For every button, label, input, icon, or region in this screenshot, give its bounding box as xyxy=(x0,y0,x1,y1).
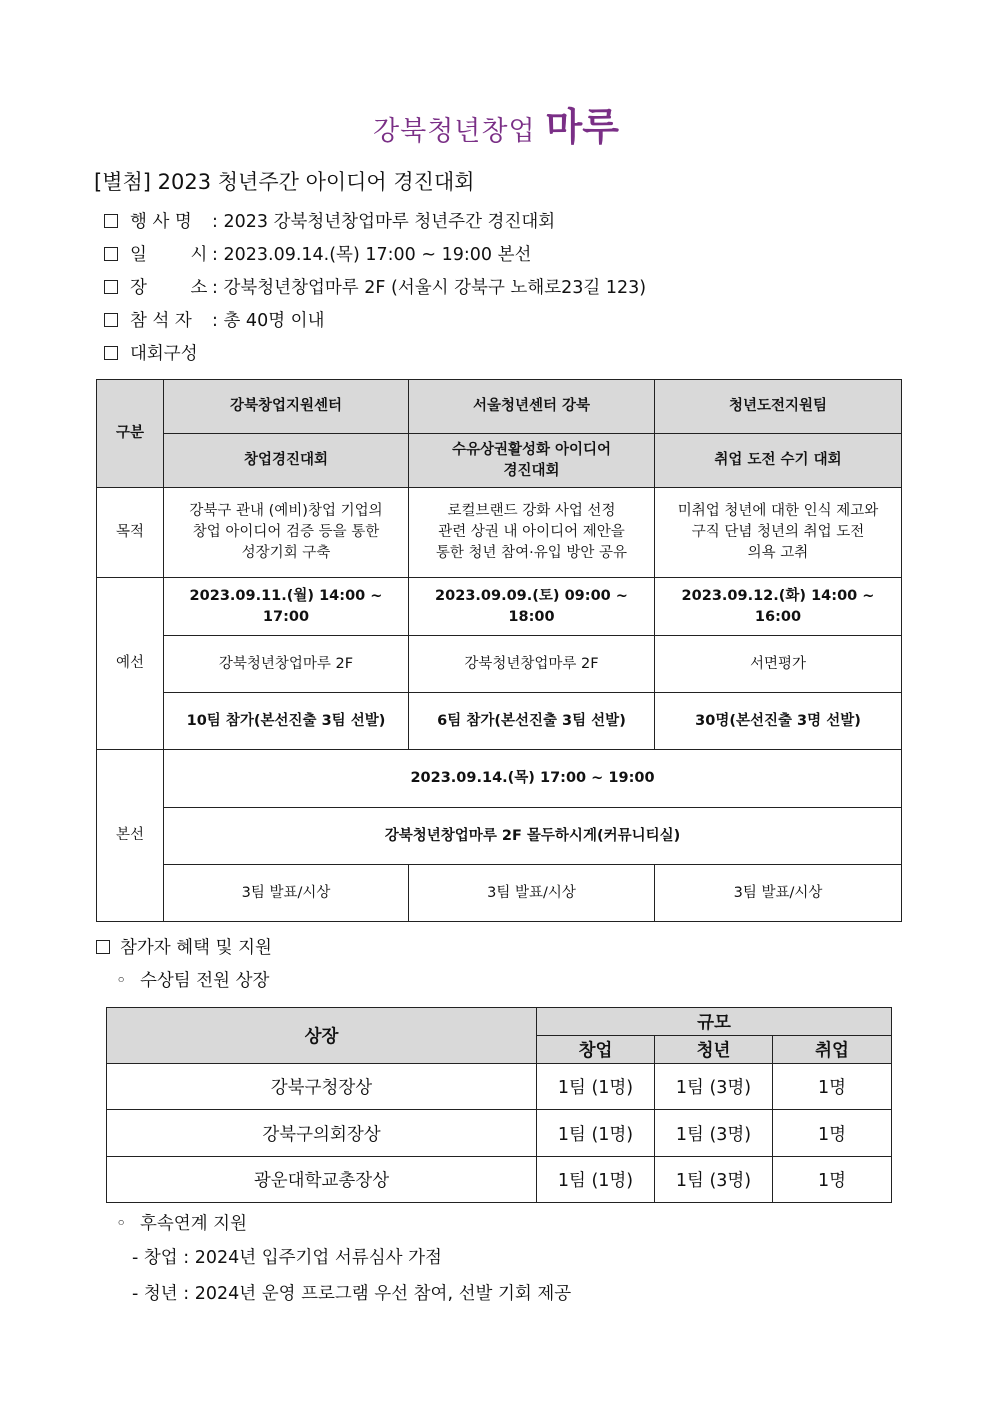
prelim-teams: 30명(본선진출 3명 선발) xyxy=(655,693,902,750)
info-row-structure xyxy=(104,338,646,371)
contest-header: 창업경진대회 xyxy=(164,434,409,488)
checkbox-icon xyxy=(104,247,118,261)
final-place: 강북청년창업마루 2F 몰두하시게(커뮤니티실) xyxy=(164,808,902,865)
benefits-sub1-text: 수상팀 전원 상장 xyxy=(140,971,270,991)
info-value: 강북청년창업마루 2F (서울시 강북구 노해로23길 123) xyxy=(223,278,647,298)
info-row-place: 장 소 : 강북청년창업마루 2F (서울시 강북구 노해로23길 123) xyxy=(104,272,646,305)
award-value: 1팀 (1명) xyxy=(537,1110,655,1157)
benefits-title xyxy=(96,934,272,959)
award-value: 1팀 (3명) xyxy=(655,1157,773,1203)
prelim-teams: 6팀 참가(본선진출 3팀 선발) xyxy=(409,693,655,750)
row-label-purpose: 목적 xyxy=(97,488,164,578)
org-header: 청년도전지원팀 xyxy=(655,380,902,434)
award-name: 광운대학교총장상 xyxy=(107,1157,537,1203)
prelim-date: 2023.09.12.(화) 14:00 ~ 16:00 xyxy=(655,578,902,636)
org-header: 강북창업지원센터 xyxy=(164,380,409,434)
info-row-date: 일 시 : 2023.09.14.(목) 17:00 ~ 19:00 본선 xyxy=(104,239,646,272)
award-value: 1팀 (1명) xyxy=(537,1064,655,1110)
prelim-teams: 10팀 참가(본선진출 3팀 선발) xyxy=(164,693,409,750)
scale-col-header: 청년 xyxy=(655,1036,773,1064)
checkbox-icon xyxy=(104,214,118,228)
award-value: 1팀 (1명) xyxy=(537,1157,655,1203)
scale-col-header: 창업 xyxy=(537,1036,655,1064)
info-value: 2023.09.14.(목) 17:00 ~ 19:00 본선 xyxy=(223,245,532,265)
page-title: [별첨] 2023 청년주간 아이디어 경진대회 xyxy=(94,170,475,194)
info-label: 일 시 xyxy=(130,245,208,265)
org-header: 서울청년센터 강북 xyxy=(409,380,655,434)
logo xyxy=(0,96,992,151)
checkbox-icon xyxy=(96,940,110,954)
benefits-sub2-text: 후속연계 지원 xyxy=(140,1214,247,1234)
info-value: 총 40명 이내 xyxy=(223,311,325,331)
table-row xyxy=(107,1110,892,1157)
contest-header: 취업 도전 수기 대회 xyxy=(655,434,902,488)
award-value: 1팀 (3명) xyxy=(655,1064,773,1110)
purpose-cell: 미취업 청년에 대한 인식 제고와 구직 단념 청년의 취업 도전 의욕 고취 xyxy=(655,488,902,578)
info-row-attendees: 참 석 자 : 총 40명 이내 xyxy=(104,305,646,338)
benefits-title-text: 참가자 혜택 및 지원 xyxy=(120,938,272,958)
circle-bullet-icon: ◦ xyxy=(116,971,127,991)
logo-text-big: 마루 xyxy=(545,105,619,149)
award-name: 강북구청장상 xyxy=(107,1064,537,1110)
final-result: 3팀 발표/시상 xyxy=(655,865,902,922)
info-row-name: 행 사 명 : 2023 강북청년창업마루 청년주간 경진대회 xyxy=(104,206,646,239)
info-value: 2023 강북청년창업마루 청년주간 경진대회 xyxy=(223,212,556,232)
table-row xyxy=(107,1064,892,1110)
award-value: 1명 xyxy=(773,1064,892,1110)
final-result: 3팀 발표/시상 xyxy=(164,865,409,922)
prelim-place: 서면평가 xyxy=(655,636,902,693)
benefits-sub2 xyxy=(116,1210,247,1235)
follow-item: - 청년 : 2024년 운영 프로그램 우선 참여, 선발 기회 제공 xyxy=(132,1284,572,1304)
checkbox-icon xyxy=(104,313,118,327)
logo-text-small: 강북청년창업 xyxy=(373,116,536,147)
award-table xyxy=(106,1007,892,1203)
purpose-cell: 강북구 관내 (예비)창업 기업의 창업 아이디어 검증 등을 통한 성장기회 구축 xyxy=(164,488,409,578)
scale-col-header: 취업 xyxy=(773,1036,892,1064)
info-label: 대회구성 xyxy=(130,344,198,364)
award-value: 1명 xyxy=(773,1110,892,1157)
prelim-date: 2023.09.11.(월) 14:00 ~ 17:00 xyxy=(164,578,409,636)
prelim-date: 2023.09.09.(토) 09:00 ~ 18:00 xyxy=(409,578,655,636)
circle-bullet-icon: ◦ xyxy=(116,1214,127,1234)
info-label: 장 소 xyxy=(130,278,208,298)
award-col-header: 상장 xyxy=(107,1008,537,1064)
award-value: 1팀 (3명) xyxy=(655,1110,773,1157)
table-corner: 구분 xyxy=(97,380,164,488)
follow-item: - 창업 : 2024년 입주기업 서류심사 가점 xyxy=(132,1248,442,1268)
row-label-prelim: 예선 xyxy=(97,578,164,750)
row-label-final: 본선 xyxy=(97,750,164,922)
checkbox-icon xyxy=(104,280,118,294)
award-value: 1명 xyxy=(773,1157,892,1203)
table-row xyxy=(107,1157,892,1203)
final-result: 3팀 발표/시상 xyxy=(409,865,655,922)
benefits-sub1 xyxy=(116,967,269,992)
info-label: 행 사 명 xyxy=(130,212,192,232)
scale-header: 규모 xyxy=(537,1008,892,1036)
prelim-place: 강북청년창업마루 2F xyxy=(409,636,655,693)
competition-table xyxy=(96,379,902,922)
checkbox-icon xyxy=(104,346,118,360)
prelim-place: 강북청년창업마루 2F xyxy=(164,636,409,693)
contest-header: 수유상권활성화 아이디어 경진대회 xyxy=(409,434,655,488)
event-info xyxy=(104,206,646,371)
info-label: 참 석 자 xyxy=(130,311,192,331)
purpose-cell: 로컬브랜드 강화 사업 선정 관련 상권 내 아이디어 제안을 통한 청년 참여·유입 방안 공유 xyxy=(409,488,655,578)
award-name: 강북구의회장상 xyxy=(107,1110,537,1157)
final-date: 2023.09.14.(목) 17:00 ~ 19:00 xyxy=(164,750,902,808)
